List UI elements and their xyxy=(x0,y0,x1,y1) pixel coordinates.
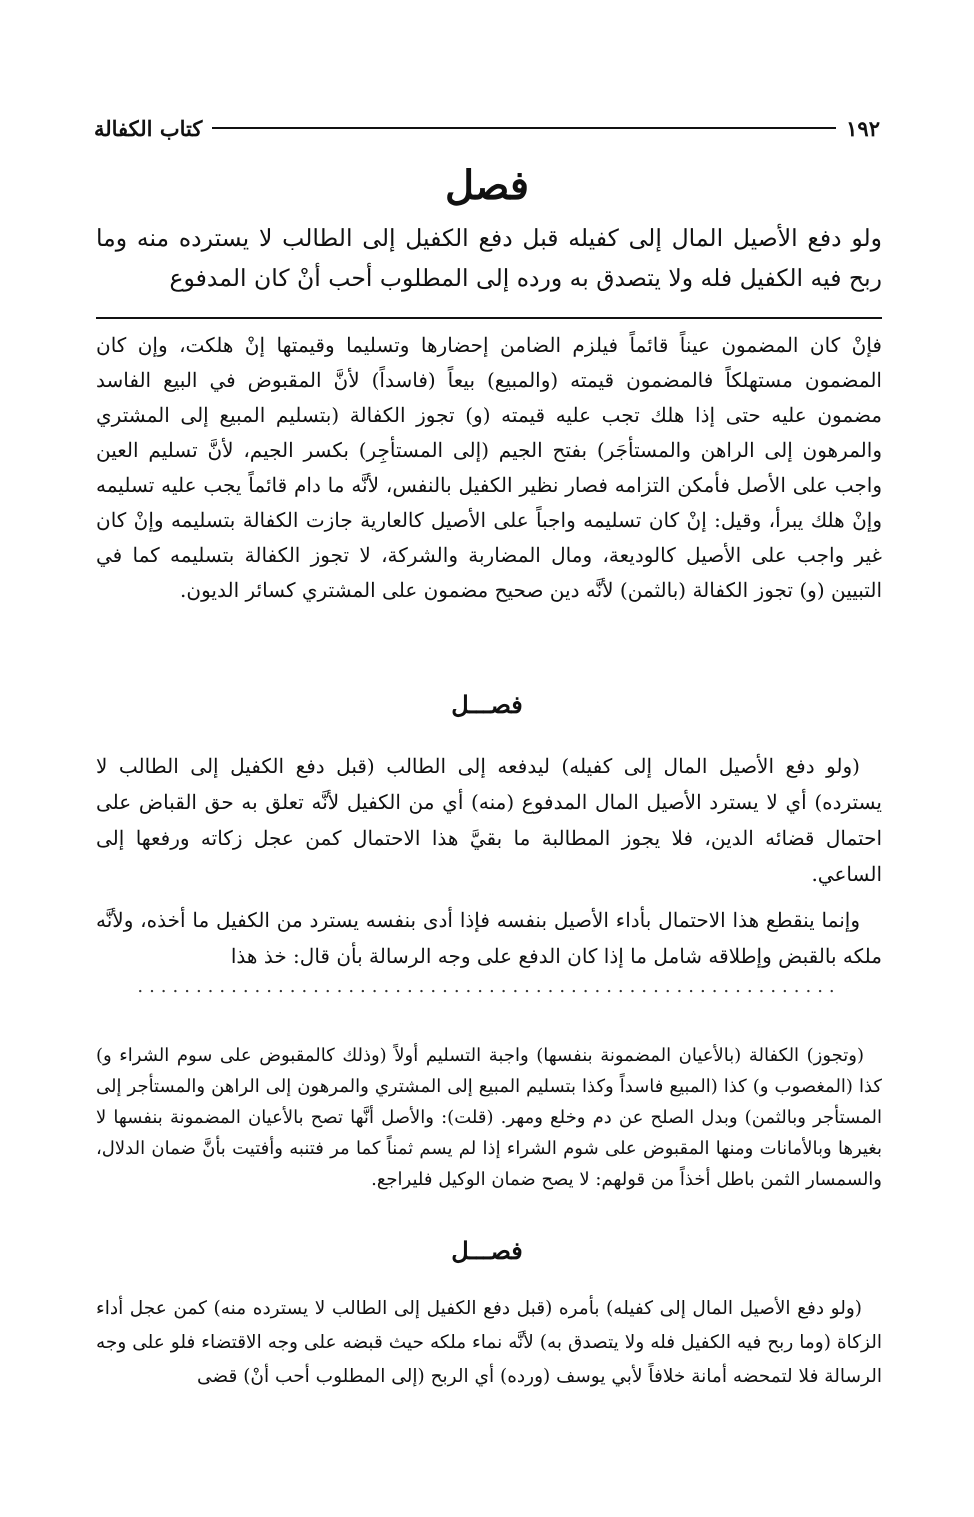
section-heading-1: فصـــل xyxy=(451,690,523,719)
running-header xyxy=(94,108,880,148)
page-number: ١٩٢ xyxy=(846,115,880,141)
chapter-heading: فصل xyxy=(444,162,530,209)
matn-text: ولو دفع الأصيل المال إلى كفيله قبل دفع الكفيل إلى الطالب لا يسترده منه وما ربح فيه الكفيل فله ولا يتصدق به ورده إلى المطلوب أحب أنْ كان المدفوع xyxy=(96,224,882,292)
footnote-separator: ............................................................ xyxy=(137,976,841,997)
section-2-text xyxy=(96,1292,882,1394)
commentary-paragraph: فإنْ كان المضمون عيناً قائماً فيلزم الضامن إحضارها وتسليما وقيمتها إنْ هلكت، وإن كان المضمون مستهلكاً فالمضمون قيمته (والمبيع) بيعاً (فاسداً) لأنَّ المقبوض في البيع الفاسد مضمون عليه حتى إذا هلك تجب عليه قيمته (و) تجوز الكفالة (بتسليم المبيع إلى المشتري والمرهون إلى الراهن والمستأجَر) بفتح الجيم (إلى المستأجِر) بكسر الجيم، لأنَّ تسليم العين واجب على الأصل فأمكن التزامه فصار نظير الكفيل بالنفس، لأنَّه ما دام قائماً يجب عليه تسليمه وإنْ هلك يبرأ، وقيل: إنْ كان تسليمه واجباً على الأصيل كالعارية جازت الكفالة بتسليمه وإنْ كان غير واجب على الأصيل كالوديعة، ومال المضاربة والشركة، لا تجوز الكفالة بتسليمه كما في التبيين (و) تجوز الكفالة (بالثمن) لأنَّه دين صحيح مضمون على المشتري كسائر الديون. xyxy=(96,333,882,602)
section-heading-2: فصـــل xyxy=(451,1236,523,1265)
section-2-paragraph: (ولو دفع الأصيل المال إلى كفيله) بأمره (قبل دفع الكفيل إلى الطالب لا يسترده منه) كمن عجل أداء الزكاة (وما ربح فيه الكفيل فله ولا يتصدق به) لأنَّه نماء ملكه حيث قبضه على وجه الاقتضاء فلو على وجه الرسالة فلا لتمحضه أمانة خلافاً لأبي يوسف (ورده) أي الربح (إلى المطلوب أحب أنْ) قضى xyxy=(96,1298,882,1387)
section-1-text xyxy=(96,748,882,984)
footnote-paragraph: (وتجوز) الكفالة (بالأعيان المضمونة بنفسها) واجبة التسليم أولاً (وذلك كالمقبوض على سوم الشراء و) كذا (المغصوب و) كذا (المبيع فاسداً وكذا بتسليم المبيع إلى المشتري والمرهون إلى الراهن والمستأجر إلى المستأجر وبالثمن) وبدل الصلح عن دم وخلع ومهر. (قلت): والأصل أنَّها تصح بالأعيان المضمونة بنفسها لا بغيرها وبالأمانات ومنها المقبوض على شوم الشراء إذا لم يسم ثمناً كما مر فتنبه وأفتيت بأنَّ ضمان الدلال، والسمسار الثمن باطل أخذاً من قولهم: لا يصح ضمان الوكيل فليراجع. xyxy=(96,1045,882,1190)
commentary-block xyxy=(96,328,882,608)
footnote-block xyxy=(96,1040,882,1195)
header-rule xyxy=(212,127,836,129)
section-1-paragraph: (ولو دفع الأصيل المال إلى كفيله) ليدفعه إلى الطالب (قبل دفع الكفيل إلى الطالب لا يسترده) أي لا يسترد الأصيل المال المدفوع (منه) أي من الكفيل لأنَّه تعلق به حق القباض على احتمال قضائه الدين، فلا يجوز المطالبة ما بقيَّ هذا الاحتمال كمن عجل زكاته ورفعها إلى الساعي. xyxy=(96,754,882,886)
matn-divider xyxy=(96,317,882,319)
section-1-paragraph: وإنما ينقطع هذا الاحتمال بأداء الأصيل بنفسه فإذا أدى بنفسه يسترد من الكفيل ما أخذه، ولأنَّه ملكه بالقبض وإطلاقه شامل ما إذا كان الدفع على وجه الرسالة بأن قال: خذ هذا xyxy=(96,908,882,968)
book-title: كتاب الكفالة xyxy=(94,115,203,141)
